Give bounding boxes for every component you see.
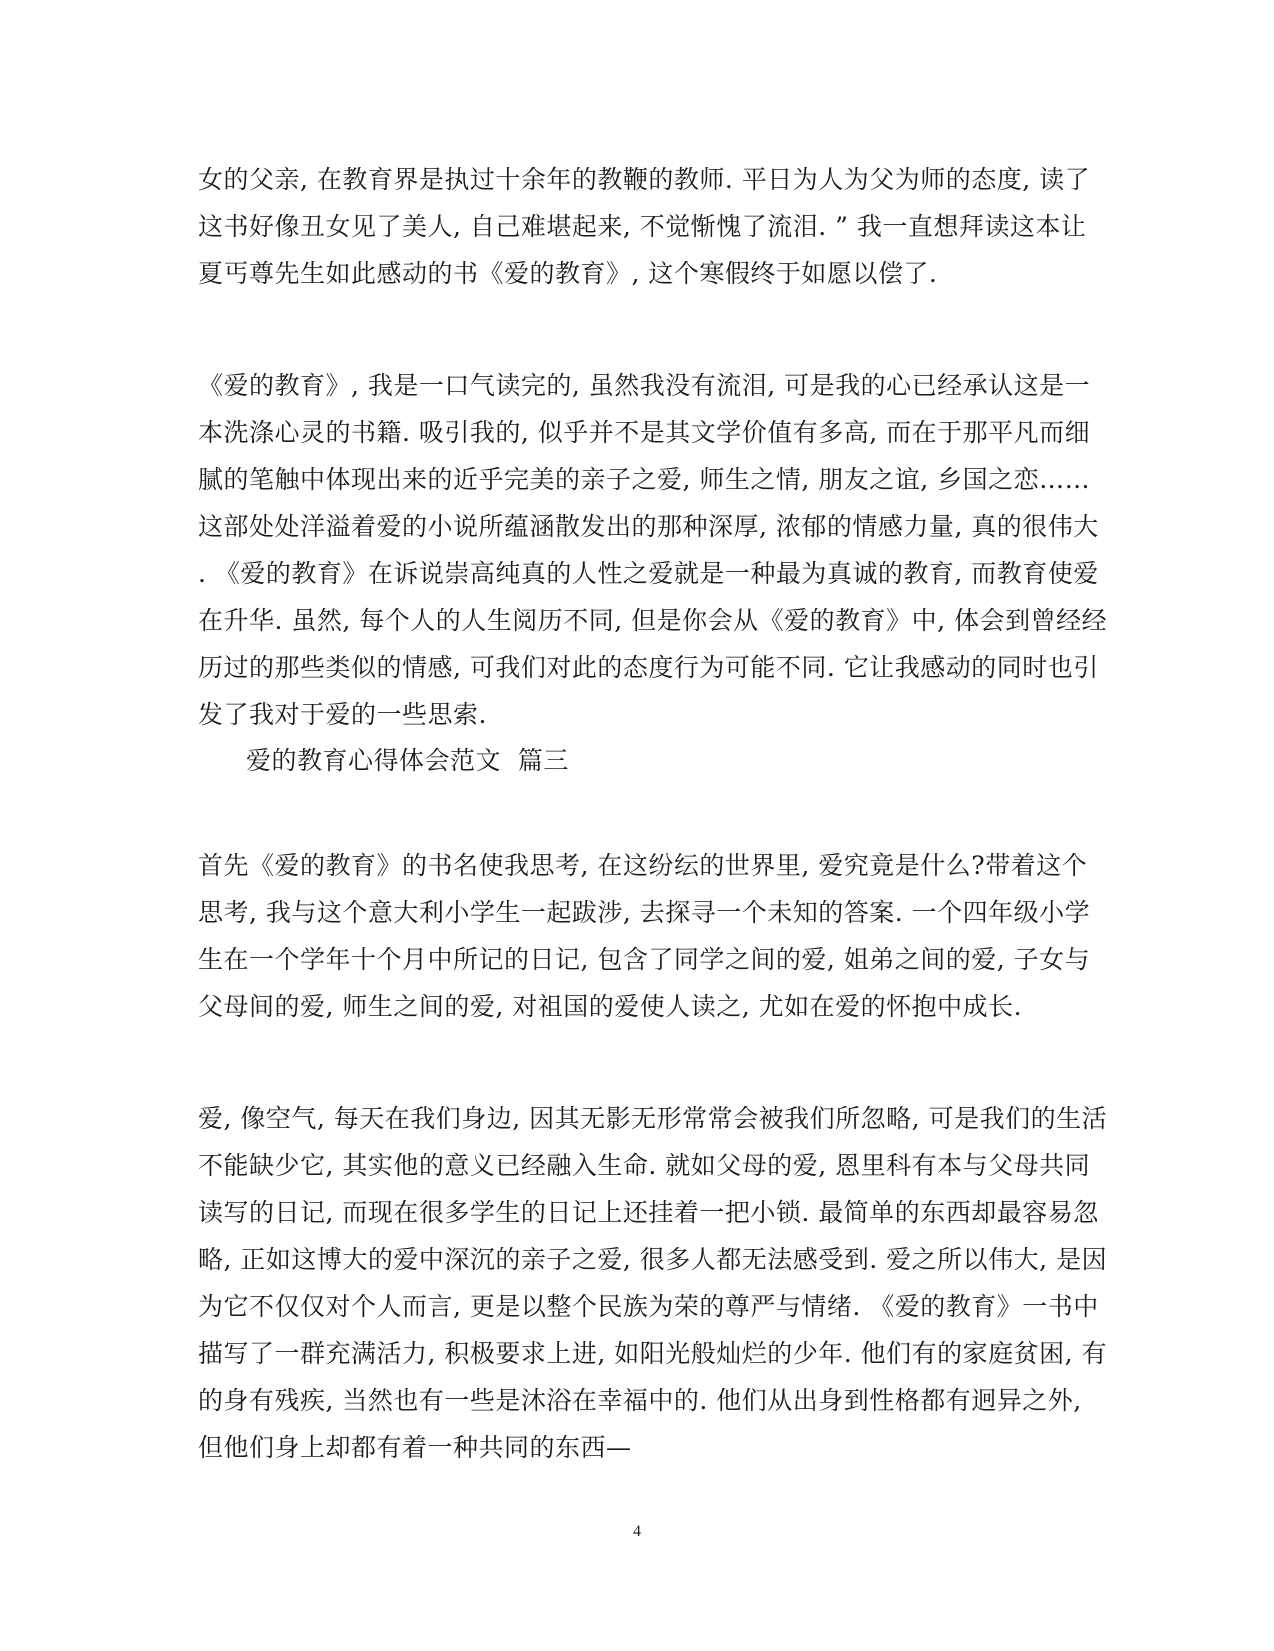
paragraph-2-line-2: 本洗涤心灵的书籍. 吸引我的, 似乎并不是其文学价值有多高, 而在于那平凡而细 <box>198 418 1091 447</box>
paragraph-4-line-8: 但他们身上却都有着一种共同的东西— <box>198 1433 632 1462</box>
paragraph-1-line-1: 女的父亲, 在教育界是执过十余年的教鞭的教师. 平日为人为父为师的态度, 读了 <box>198 165 1091 194</box>
paragraph-1-line-2: 这书好像丑女见了美人, 自己难堪起来, 不觉惭愧了流泪. ” 我一直想拜读这本让 <box>198 212 1087 241</box>
paragraph-4-line-1: 爱, 像空气, 每天在我们身边, 因其无影无形常常会被我们所忽略, 可是我们的生活 <box>198 1104 1108 1133</box>
paragraph-1-line-3: 夏丐尊先生如此感动的书《爱的教育》, 这个寒假终于如愿以偿了. <box>198 259 938 288</box>
paragraph-2-line-4: 这部处处洋溢着爱的小说所蕴涵散发出的那种深厚, 浓郁的情感力量, 真的很伟大 <box>198 512 1099 541</box>
paragraph-4-line-4: 略, 正如这博大的爱中深沉的亲子之爱, 很多人都无法感受到. 爱之所以伟大, 是因 <box>198 1245 1108 1274</box>
page-number: 4 <box>633 1523 641 1540</box>
paragraph-2-line-8: 发了我对于爱的一些思索. <box>198 700 487 729</box>
paragraph-3-line-3: 生在一个学年十个月中所记的日记, 包含了同学之间的爱, 姐弟之间的爱, 子女与 <box>198 945 1091 974</box>
paragraph-3-line-1: 首先《爱的教育》的书名使我思考, 在这纷纭的世界里, 爱究竟是什么?带着这个 <box>198 851 1088 880</box>
paragraph-2-line-1: 《爱的教育》, 我是一口气读完的, 虽然我没有流泪, 可是我的心已经承认这是一 <box>198 371 1091 400</box>
paragraph-2-line-6: 在升华. 虽然, 每个人的人生阅历不同, 但是你会从《爱的教育》中, 体会到曾经经 <box>198 606 1108 635</box>
paragraph-3-line-2: 思考, 我与这个意大利小学生一起跋涉, 去探寻一个未知的答案. 一个四年级小学 <box>198 898 1091 927</box>
paragraph-2-line-7: 历过的那些类似的情感, 可我们对此的态度行为可能不同. 它让我感动的同时也引 <box>198 653 1099 682</box>
paragraph-4-line-7: 的身有残疾, 当然也有一些是沐浴在幸福中的. 他们从出身到性格都有迥异之外, <box>198 1386 1082 1415</box>
paragraph-4-line-5: 为它不仅仅对个人而言, 更是以整个民族为荣的尊严与情绪. 《爱的教育》一书中 <box>198 1292 1099 1321</box>
paragraph-4-line-3: 读写的日记, 而现在很多学生的日记上还挂着一把小锁. 最简单的东西却最容易忽 <box>198 1198 1099 1227</box>
paragraph-3-line-4: 父母间的爱, 师生之间的爱, 对祖国的爱使人读之, 尤如在爱的怀抱中成长. <box>198 992 1023 1021</box>
paragraph-4-line-2: 不能缺少它, 其实他的意义已经融入生命. 就如父母的爱, 恩里科有本与父母共同 <box>198 1151 1091 1180</box>
paragraph-4-line-6: 描写了一群充满活力, 积极要求上进, 如阳光般灿烂的少年. 他们有的家庭贫困, 有 <box>198 1339 1108 1368</box>
paragraph-2-line-3: 腻的笔触中体现出来的近乎完美的亲子之爱, 师生之情, 朋友之谊, 乡国之恋…… <box>198 465 1091 494</box>
section-heading: 爱的教育心得体会范文 篇三 <box>246 746 569 775</box>
paragraph-2-line-5: . 《爱的教育》在诉说崇高纯真的人性之爱就是一种最为真诚的教育, 而教育使爱 <box>198 559 1099 588</box>
